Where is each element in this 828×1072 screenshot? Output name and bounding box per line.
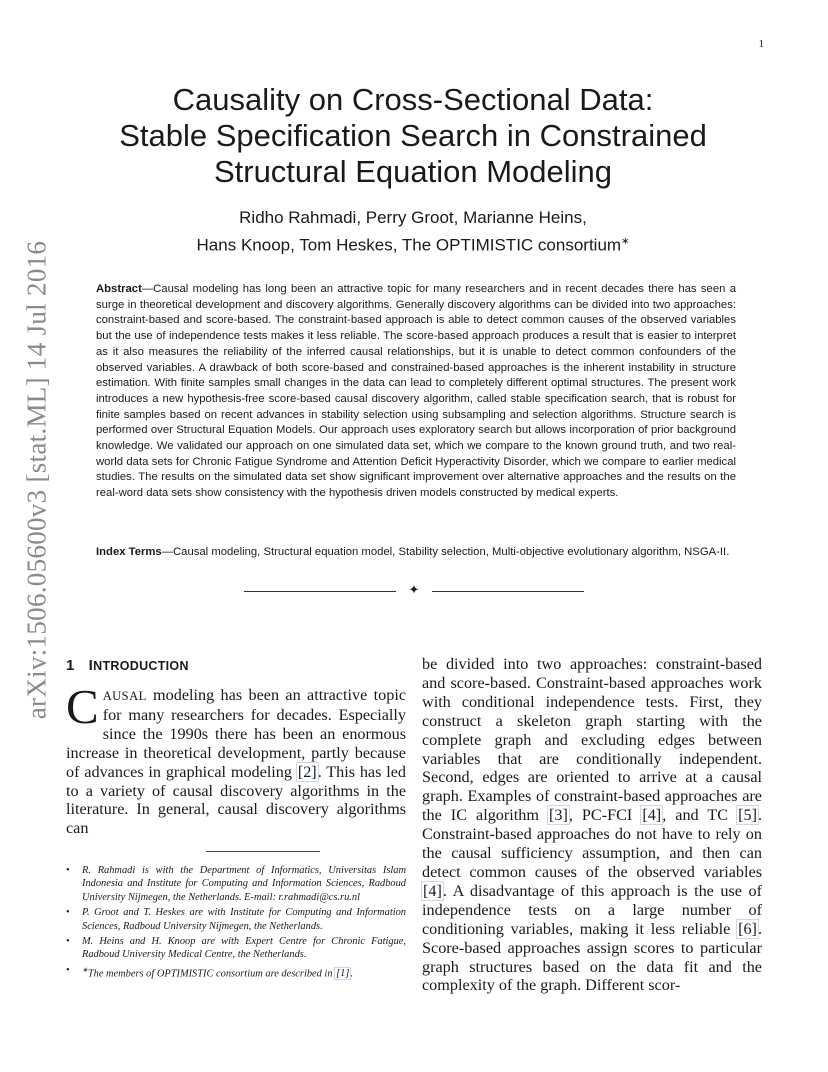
- index-terms-text: —Causal modeling, Structural equation model, Stability selection, Multi-objective evolutionary algorithm, NSGA-II.: [161, 546, 730, 558]
- paper-title: [60, 82, 766, 190]
- bullet-icon: •: [66, 865, 70, 876]
- intro-right-text: . A disadvantage of this approach is the use of independence tests on a large number of conditioning variables, making it less reliable: [422, 881, 762, 938]
- consortium-footnote-mark: ∗: [621, 236, 630, 247]
- intro-left-column: [66, 679, 407, 838]
- section-divider: [244, 583, 584, 598]
- arxiv-identifier: arXiv:1506.05600v3 [stat.ML] 14 Jul 2016: [21, 240, 52, 720]
- footnote-item: [66, 906, 406, 933]
- intro-right-text: , and TC: [662, 806, 738, 825]
- footnote-text: The members of OPTIMISTIC consortium are described in: [87, 968, 336, 980]
- arxiv-identifier-sidebar: [21, 240, 52, 720]
- citation-link[interactable]: [5]: [738, 806, 757, 825]
- title-line: Structural Equation Modeling: [213, 154, 613, 189]
- footnote-rule: [206, 851, 320, 852]
- drop-cap: C: [66, 679, 99, 734]
- footnote-text: M. Heins and H. Knoop are with Expert Centre for Chronic Fatigue, Radboud University Medical Centre, the Netherlands.: [82, 936, 406, 961]
- abstract-label: Abstract: [96, 283, 142, 295]
- title-line: Causality on Cross-Sectional Data:: [172, 82, 654, 117]
- intro-left-text: . This has led to a variety of causal discovery algorithms in the literature. In general, causal discovery algorithms can: [66, 762, 407, 838]
- authors-line-2: [60, 230, 766, 258]
- bullet-icon: •: [66, 936, 70, 948]
- citation-link[interactable]: [2]: [297, 762, 317, 781]
- abstract-text: —Causal modeling has long been an attractive topic for many researchers and in recent decades there has seen a surge in theoretical development and discovery algorithms. Generally discovery algorithms can be divided into two approaches: constraint-based and score-based. The constraint-based approach is able to detect common causes of the observed variables but the use of independence tests makes it less reliable. The score-based approach produces a result that is easier to interpret as it also measures the reliability of the inferred causal relationships, but it is unable to detect common confounders of the observed variables. A drawback of both score-based and constrained-based approaches is the inherent instability in structure estimation. With finite samples small changes in the data can lead to completely different optimal structures. The present work introduces a new hypothesis-free score-based causal discovery algorithm, called stable specification search, that is robust for finite samples based on recent advances in stability selection using subsampling and selection algorithms. Structure search is performed over Structural Equation Models. Our approach uses exploratory search but allows incorporation of prior background knowledge. We validated our approach on one simulated data set, which we compare to the known ground truth, and two real-world data sets for Chronic Fatigue Syndrome and Attention Deficit Hyperactivity Disorder, which we compare to earlier medical studies. The results on the simulated data set show significant improvement over alternative approaches and the results on the real-word data sets show consistency with the hypothesis driven models constructed by medical experts.: [96, 283, 736, 500]
- index-terms: [96, 545, 736, 561]
- intro-right-column: [422, 655, 762, 995]
- divider-line-left: [244, 591, 396, 592]
- citation-link[interactable]: [3]: [548, 806, 568, 825]
- authors-line-1: Ridho Rahmadi, Perry Groot, Marianne Heins,: [239, 208, 587, 227]
- affiliation-footnotes: [66, 864, 406, 983]
- footnote-item: [66, 864, 406, 904]
- bullet-icon: •: [66, 964, 70, 976]
- citation-link[interactable]: [1]: [336, 968, 350, 980]
- footnote-end: .: [350, 968, 354, 980]
- bullet-icon: •: [66, 907, 70, 919]
- footnote-text: R. Rahmadi is with the Department of Informatics, Universitas Islam Indonesia and Institute for Computing and Information Sciences, Radboud University Nijmegen, the Netherlands. E-mail: r.rahmadi@cs.ru.nl: [82, 865, 406, 903]
- author-list: [60, 206, 766, 258]
- authors-line-2-text: Hans Knoop, Tom Heskes, The OPTIMISTIC consortium: [196, 235, 622, 255]
- title-line: Stable Specification Search in Constrained: [119, 118, 707, 153]
- section-heading-introduction: [66, 657, 189, 674]
- citation-link[interactable]: [4]: [642, 806, 662, 825]
- index-terms-label: Index Terms: [96, 546, 162, 558]
- intro-right-text: . Constraint-based approaches do not have to rely on the causal sufficiency assumption, and then can detect common causes of the observed variables: [422, 806, 763, 881]
- citation-link[interactable]: [4]: [423, 881, 442, 900]
- footnote-item: [66, 964, 406, 981]
- section-title-initial: I: [88, 657, 94, 674]
- intro-right-text: . Score-based approaches assign scores to particular graph structures based on the data fit and the complexity of the graph. Different scor-: [422, 919, 762, 995]
- intro-right-text: be divided into two approaches: constraint-based and score-based. Constraint-based approaches work with conditional independence tests. First, they construct a skeleton graph starting with the complete graph and excluding edges between variables that are conditionally independent. Second, edges are oriented to arrive at a causal graph. Examples of constraint-based approaches are the IC algorithm: [422, 655, 762, 825]
- intro-smallcaps-word: AUSAL: [102, 689, 147, 703]
- intro-right-text: , PC-FCI: [568, 806, 642, 825]
- footnote-item: [66, 935, 406, 962]
- page-number: 1: [758, 38, 764, 50]
- section-number: 1: [66, 657, 75, 674]
- footnote-text: P. Groot and T. Heskes are with Institute for Computing and Information Sciences, Radboud University Nijmegen, the Netherlands.: [82, 907, 406, 932]
- divider-line-right: [432, 591, 584, 592]
- section-title-rest: NTRODUCTION: [93, 659, 189, 673]
- citation-link[interactable]: [6]: [738, 919, 757, 938]
- footnote-mark: ∗: [82, 965, 88, 974]
- abstract: [96, 282, 736, 502]
- intro-left-text: modeling has been an attractive topic for many researchers for decades. Especially since the 1990s there has been an enormous increase in theoretical development, partly because of advances in graphical modeling: [66, 686, 406, 781]
- divider-ornament-icon: ✦: [408, 583, 420, 598]
